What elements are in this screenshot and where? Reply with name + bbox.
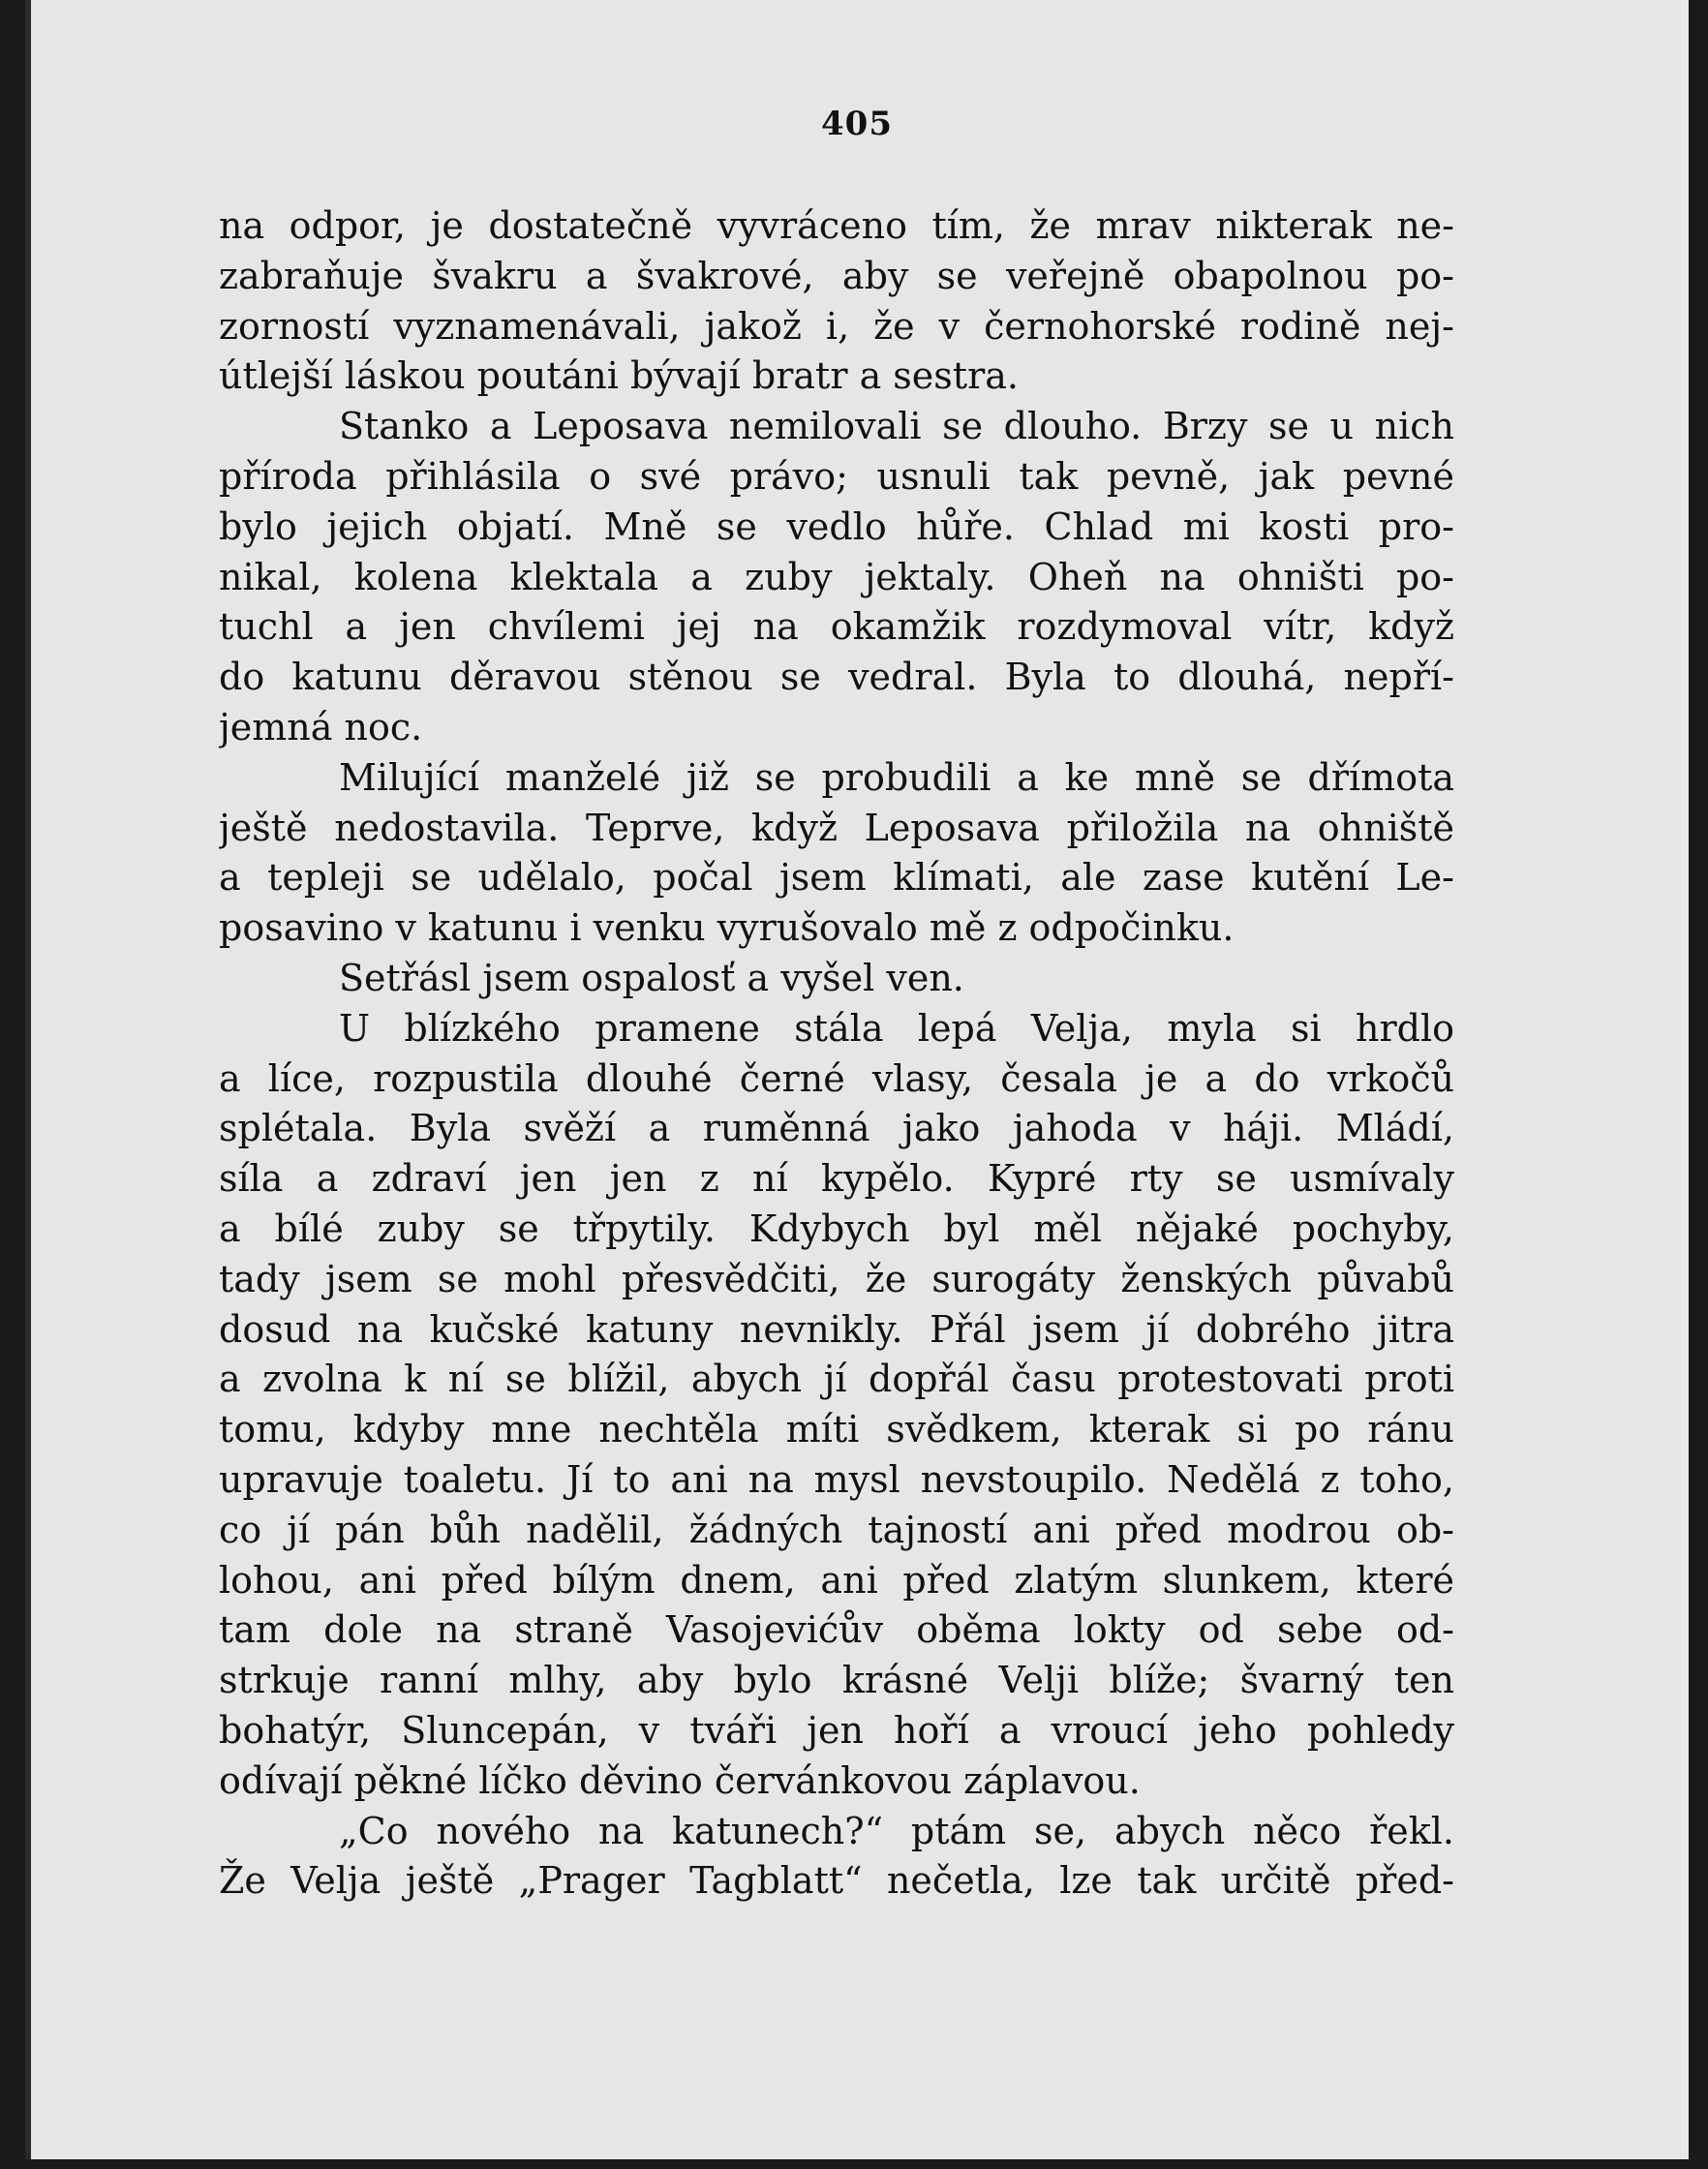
page-number: 405 bbox=[821, 105, 893, 143]
body-text bbox=[219, 201, 1454, 1907]
text-line: lohou, ani před bílým dnem, ani před zlatým slunkem, které bbox=[219, 1558, 1454, 1602]
text-line: splétala. Byla svěží a ruměnná jako jahoda v háji. Mládí, bbox=[219, 1107, 1454, 1150]
text-line: co jí pán bůh nadělil, žádných tajností ani před modrou ob- bbox=[219, 1508, 1454, 1551]
text-line: posavino v katunu i venku vyrušovalo mě z odpočinku. bbox=[219, 906, 1235, 950]
text-line: a zvolna k ní se blížil, abych jí dopřál času protestovati proti bbox=[219, 1358, 1454, 1401]
page-gutter bbox=[25, 0, 31, 2159]
text-line: bohatýr, Sluncepán, v tváři jen hoří a vroucí jeho pohledy bbox=[219, 1708, 1454, 1752]
text-line: zorností vyznamenávali, jakož i, že v černohorské rodině nej- bbox=[219, 304, 1454, 348]
text-line: příroda přihlásila o své právo; usnuli tak pevně, jak pevné bbox=[219, 454, 1454, 498]
text-line: U blízkého pramene stála lepá Velja, myla si hrdlo bbox=[339, 1006, 1454, 1050]
text-line: jemná noc. bbox=[219, 705, 423, 748]
text-line: tady jsem se mohl přesvědčiti, že surogáty ženských půvabů bbox=[219, 1257, 1454, 1300]
text-line: ještě nedostavila. Teprve, když Leposava přiložila na ohniště bbox=[219, 806, 1454, 849]
text-line: tomu, kdyby mne nechtěla míti svědkem, kterak si po ránu bbox=[219, 1408, 1454, 1451]
text-line: a líce, rozpustila dlouhé černé vlasy, česala je a do vrkočů bbox=[219, 1056, 1454, 1100]
text-line: bylo jejich objatí. Mně se vedlo hůře. Chlad mi kosti pro- bbox=[219, 504, 1454, 548]
text-line: a tepleji se udělalo, počal jsem klímati, ale zase kutění Le- bbox=[219, 856, 1454, 900]
text-line: na odpor, je dostatečně vyvráceno tím, že mrav nikterak ne- bbox=[219, 204, 1454, 247]
text-line: Setřásl jsem ospalosť a vyšel ven. bbox=[339, 956, 964, 999]
text-line: dosud na kučské katuny nevnikly. Přál jsem jí dobrého jitra bbox=[219, 1307, 1454, 1351]
text-line: tam dole na straně Vasojevićův oběma lokty od sebe od- bbox=[219, 1608, 1454, 1652]
text-line: upravuje toaletu. Jí to ani na mysl nevstoupilo. Nedělá z toho, bbox=[219, 1457, 1454, 1501]
text-line: Milující manželé již se probudili a ke mně se dřímota bbox=[339, 755, 1454, 799]
text-line: tuchl a jen chvílemi jej na okamžik rozdymoval vítr, když bbox=[219, 605, 1454, 649]
text-line: Že Velja ještě „Prager Tagblatt“ nečetla, lze tak určitě před- bbox=[219, 1859, 1454, 1903]
text-line: nikal, kolena klektala a zuby jektaly. Oheň na ohništi po- bbox=[219, 555, 1454, 598]
text-line: „Co nového na katunech?“ ptám se, abych něco řekl. bbox=[339, 1809, 1454, 1852]
text-line: do katunu děravou stěnou se vedral. Byla to dlouhá, nepří- bbox=[219, 656, 1454, 699]
text-line: a bílé zuby se třpytily. Kdybych byl měl nějaké pochyby, bbox=[219, 1207, 1454, 1250]
text-line: strkuje ranní mlhy, aby bylo krásné Velji blíže; švarný ten bbox=[219, 1659, 1454, 1702]
text-line: Stanko a Leposava nemilovali se dlouho. Brzy se u nich bbox=[339, 405, 1454, 448]
text-line: útlejší láskou poutáni bývají bratr a sestra. bbox=[219, 354, 1019, 398]
text-line: zabraňuje švakru a švakrové, aby se veřejně obapolnou po- bbox=[219, 254, 1454, 297]
text-line: síla a zdraví jen jen z ní kypělo. Kypré rty se usmívaly bbox=[219, 1157, 1454, 1201]
text-line: odívají pěkné líčko děvino červánkovou záplavou. bbox=[219, 1758, 1141, 1802]
book-page bbox=[25, 0, 1689, 2159]
